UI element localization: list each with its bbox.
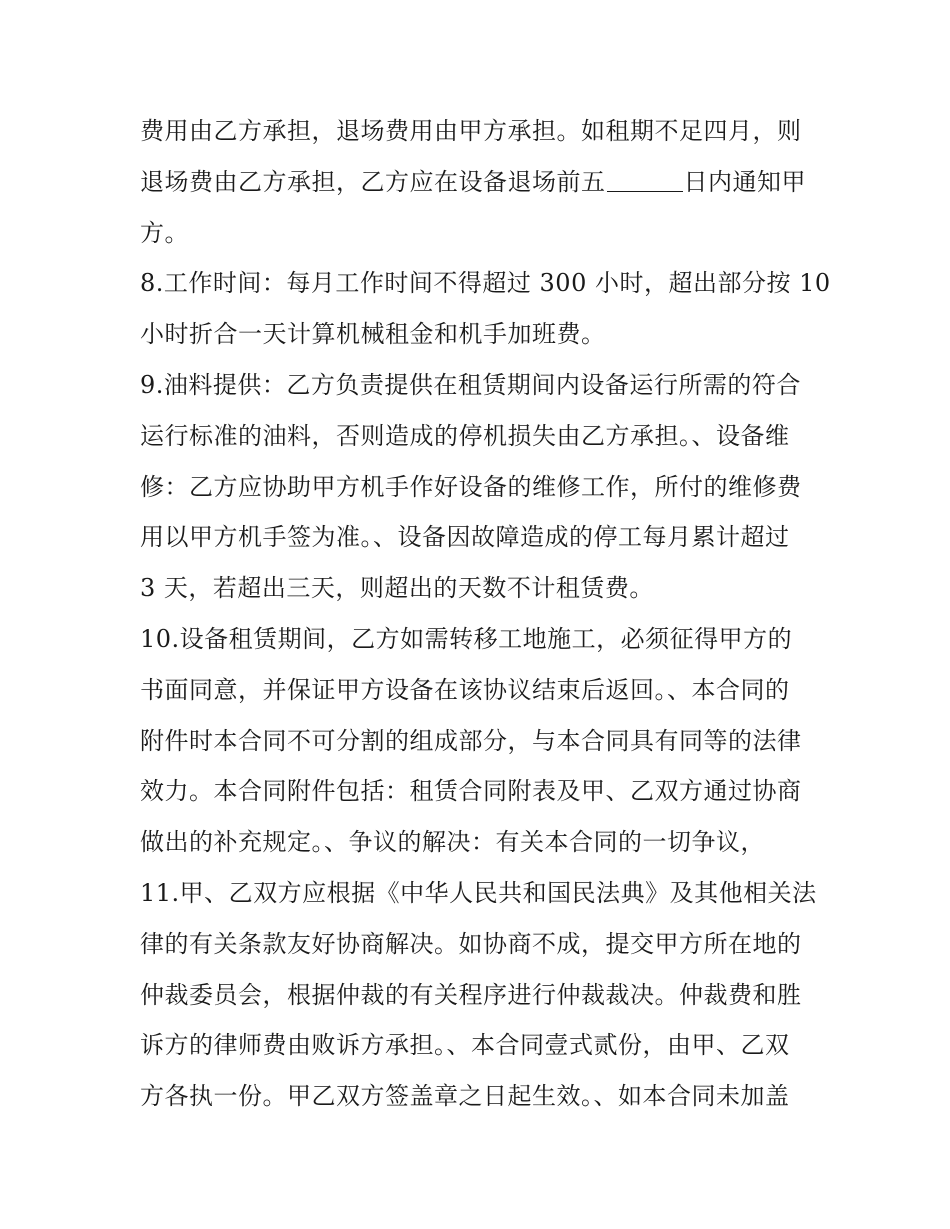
text-line: 费用由乙方承担，退场费用由甲方承担。如租期不足四月，则 bbox=[140, 117, 802, 145]
text-line: 运行标准的油料，否则造成的停机损失由乙方承担。、设备维 bbox=[140, 421, 790, 450]
text-segment: 退场费由乙方承担，乙方应在设备退场前五 bbox=[140, 167, 606, 196]
text-line: 10.设备租赁期间，乙方如需转移工地施工，必须征得甲方的 bbox=[140, 624, 793, 653]
text-line: 用以甲方机手签为准。、设备因故障造成的停工每月累计超过 bbox=[140, 523, 790, 552]
text-line: 方。 bbox=[140, 218, 189, 247]
text-line: 3 天，若超出三天，则超出的天数不计租赁费。 bbox=[140, 574, 654, 603]
text-line: 9.油料提供：乙方负责提供在租赁期间内设备运行所需的符合 bbox=[140, 370, 801, 399]
text-line: 做出的补充规定。、争议的解决：有关本合同的一切争议， bbox=[140, 828, 765, 857]
text-line: 书面同意，并保证甲方设备在该协议结束后返回。、本合同的 bbox=[140, 675, 790, 704]
text-line bbox=[140, 157, 820, 208]
text-line: 8.工作时间：每月工作时间不得超过 300 小时，超出部分按 10 bbox=[140, 269, 831, 298]
text-line: 附件时本合同不可分割的组成部分，与本合同具有同等的法律 bbox=[140, 726, 802, 755]
text-segment: 日内通知甲 bbox=[683, 167, 806, 196]
fill-in-blank bbox=[607, 189, 683, 192]
text-line: 效力。本合同附件包括：租赁合同附表及甲、乙双方通过协商 bbox=[140, 777, 802, 806]
text-line: 方各执一份。甲乙双方签盖章之日起生效。、如本合同未加盖 bbox=[140, 1082, 790, 1111]
text-line: 修：乙方应协助甲方机手作好设备的维修工作，所付的维修费 bbox=[140, 472, 802, 501]
text-line: 诉方的律师费由败诉方承担。、本合同壹式贰份，由甲、乙双 bbox=[140, 1031, 790, 1060]
contract-text bbox=[140, 106, 831, 1122]
text-line: 律的有关条款友好协商解决。如协商不成，提交甲方所在地的 bbox=[140, 929, 802, 958]
text-line: 仲裁委员会，根据仲裁的有关程序进行仲裁裁决。仲裁费和胜 bbox=[140, 980, 802, 1009]
text-line: 11.甲、乙双方应根据《中华人民共和国民法典》及其他相关法 bbox=[140, 878, 817, 907]
text-line: 小时折合一天计算机械租金和机手加班费。 bbox=[140, 320, 606, 349]
